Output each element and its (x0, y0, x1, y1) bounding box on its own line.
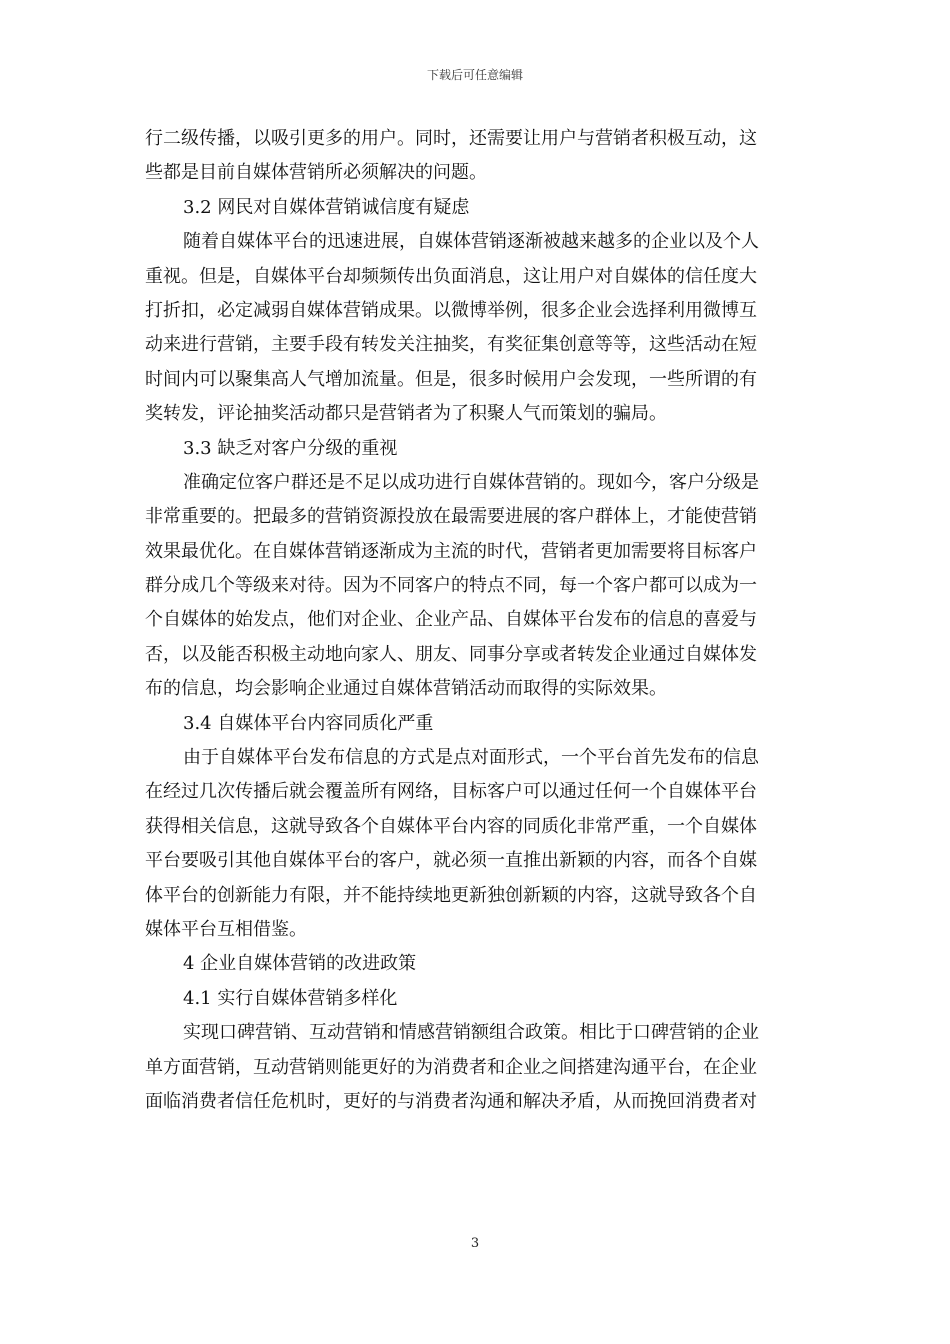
text-line: 体平台的创新能力有限，并不能持续地更新独创新颖的内容，这就导致各个自 (145, 884, 757, 906)
text-line: 个自媒体的始发点，他们对企业、企业产品、自媒体平台发布的信息的喜爱与 (145, 609, 757, 631)
text-line: 布的信息，均会影响企业通过自媒体营销活动而取得的实际效果。 (145, 678, 667, 700)
page-header: 下载后可任意编辑 (426, 68, 523, 82)
text-line: 3.3 缺乏对客户分级的重视 (183, 437, 398, 459)
page-number: 3 (470, 1236, 480, 1251)
text-line: 随着自媒体平台的迅速进展，自媒体营销逐渐被越来越多的企业以及个人 (183, 231, 759, 253)
document-body (145, 122, 810, 1119)
text-line: 由于自媒体平台发布信息的方式是点对面形式，一个平台首先发布的信息 (183, 747, 759, 769)
text-line: 获得相关信息，这就导致各个自媒体平台内容的同质化非常严重，一个自媒体 (145, 815, 757, 837)
text-line: 效果最优化。在自媒体营销逐渐成为主流的时代，营销者更加需要将目标客户 (145, 540, 757, 562)
text-line: 4.1 实行自媒体营销多样化 (183, 987, 398, 1009)
text-line: 行二级传播，以吸引更多的用户。同时，还需要让用户与营销者积极互动，这 (145, 128, 757, 149)
text-line: 时间内可以聚集高人气增加流量。但是，很多时候用户会发现，一些所谓的有 (145, 368, 757, 390)
text-line: 媒体平台互相借鉴。 (145, 918, 307, 940)
text-line: 重视。但是，自媒体平台却频频传出负面消息，这让用户对自媒体的信任度大 (145, 265, 757, 287)
text-line: 3.4 自媒体平台内容同质化严重 (183, 712, 434, 734)
text-line: 打折扣，必定减弱自媒体营销成果。以微博举例，很多企业会选择利用微博互 (145, 299, 757, 321)
text-line: 面临消费者信任危机时，更好的与消费者沟通和解决矛盾，从而挽回消费者对 (145, 1090, 757, 1112)
text-line: 动来进行营销，主要手段有转发关注抽奖，有奖征集创意等等，这些活动在短 (145, 334, 757, 356)
text-line: 群分成几个等级来对待。因为不同客户的特点不同，每一个客户都可以成为一 (145, 575, 757, 597)
text-line: 非常重要的。把最多的营销资源投放在最需要进展的客户群体上，才能使营销 (145, 506, 757, 528)
text-line: 4 企业自媒体营销的改进政策 (183, 953, 417, 975)
text-line: 些都是目前自媒体营销所必须解决的问题。 (145, 162, 487, 184)
text-line: 奖转发，评论抽奖活动都只是营销者为了积聚人气而策划的骗局。 (145, 403, 667, 425)
text-line: 在经过几次传播后就会覆盖所有网络，目标客户可以通过任何一个自媒体平台 (145, 781, 757, 803)
text-line: 单方面营销，互动营销则能更好的为消费者和企业之间搭建沟通平台，在企业 (145, 1056, 757, 1078)
text-line: 3.2 网民对自媒体营销诚信度有疑虑 (183, 196, 470, 218)
text-line: 平台要吸引其他自媒体平台的客户，就必须一直推出新颖的内容，而各个自媒 (145, 850, 757, 872)
text-line: 否，以及能否积极主动地向家人、朋友、同事分享或者转发企业通过自媒体发 (145, 643, 757, 665)
text-line: 准确定位客户群还是不足以成功进行自媒体营销的。现如今，客户分级是 (183, 471, 759, 493)
text-line: 实现口碑营销、互动营销和情感营销额组合政策。相比于口碑营销的企业 (183, 1022, 759, 1044)
